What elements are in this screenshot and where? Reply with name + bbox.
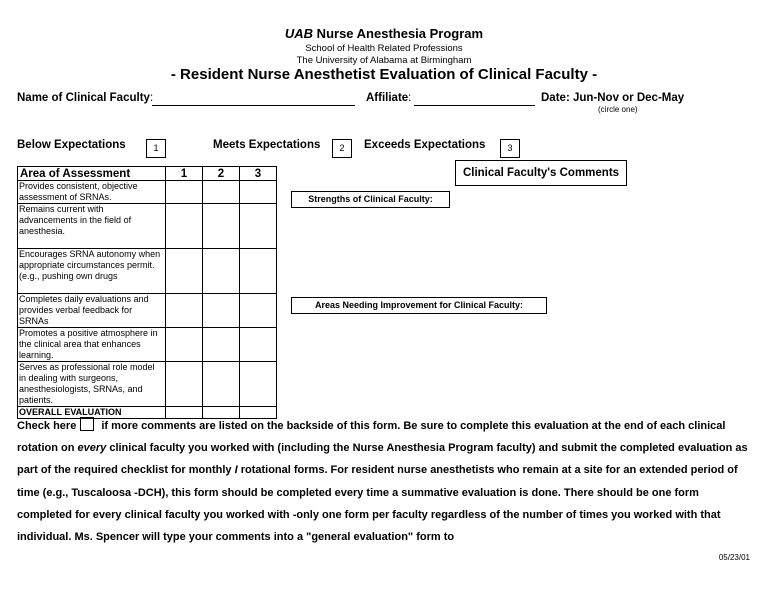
more-comments-checkbox[interactable]	[80, 417, 94, 431]
row-area-text: Promotes a positive atmosphere in the clinical area that enhances learning.	[18, 328, 166, 362]
scale-exceeds-box: 3	[500, 139, 520, 158]
col-1-header: 1	[166, 167, 203, 181]
rating-cell-3[interactable]	[240, 328, 277, 362]
table-header-row	[18, 167, 277, 181]
check-here-label: Check here	[17, 420, 77, 432]
row-area-text: Serves as professional role model in dealing with surgeons, anesthesiologists, SRNAs, and patients.	[18, 362, 166, 407]
rating-cell-1[interactable]	[166, 362, 203, 407]
table-row	[18, 181, 277, 204]
strengths-label: Strengths of Clinical Faculty:	[291, 191, 450, 208]
table-row	[18, 249, 277, 294]
university-name: The University of Alabama at Birmingham	[296, 55, 472, 66]
scale-below-box: 1	[146, 139, 166, 158]
rating-cell-1[interactable]	[166, 328, 203, 362]
rating-cell-1[interactable]	[166, 294, 203, 328]
row-area-text: Remains current with advancements in the field of anesthesia.	[18, 204, 166, 249]
rating-cell-3[interactable]	[240, 362, 277, 407]
scale-meets-box: 2	[332, 139, 352, 158]
circle-one-note: (circle one)	[598, 105, 638, 114]
table-row	[18, 328, 277, 362]
affiliate-field[interactable]	[414, 105, 535, 106]
overall-evaluation-label: OVERALL EVALUATION	[18, 407, 166, 419]
rating-cell-2[interactable]	[203, 249, 240, 294]
scale-below-label: Below Expectations	[17, 139, 126, 151]
program-title	[0, 26, 768, 41]
scale-meets-label: Meets Expectations	[213, 139, 321, 151]
rating-cell-3[interactable]	[240, 204, 277, 249]
table-row	[18, 204, 277, 249]
rating-cell-2[interactable]	[203, 362, 240, 407]
faculty-name-label: Name of Clinical Faculty:	[17, 92, 154, 104]
table-row	[18, 294, 277, 328]
revision-date: 05/23/01	[718, 553, 750, 562]
rating-cell-2[interactable]	[203, 181, 240, 204]
row-area-text: Completes daily evaluations and provides verbal feedback for SRNAs	[18, 294, 166, 328]
rating-cell-1[interactable]	[166, 204, 203, 249]
rating-cell-2[interactable]	[203, 328, 240, 362]
faculty-name-field[interactable]	[152, 105, 355, 106]
school-name: School of Health Related Professions	[305, 43, 463, 54]
rating-cell-2[interactable]	[203, 204, 240, 249]
instructions-paragraph: Check here if more comments are listed on the backside of this form. Be sure to complete this evaluation at the end of each clinical rotation on every clinical faculty you worked with (including the Nurse Anesthesia Program faculty) and submit the completed evaluation as part of the required checklist for monthly I rotational forms. For resident nurse anesthetists who remain at a site for an extended period of time (e.g., Tuscaloosa -DCH), this form should be completed every time a summative evaluation is done. There should be one form completed for every clinical faculty you worked with -only one form per faculty regardless of the number of times you worked with that individual. Ms. Spencer will type your comments into a "general evaluation" form to	[17, 415, 752, 548]
program-prefix: UAB	[284, 26, 314, 41]
comments-title: Clinical Faculty's Comments	[455, 160, 627, 186]
area-header: Area of Assessment	[18, 167, 166, 181]
row-area-text: Provides consistent, objective assessment of SRNAs.	[18, 181, 166, 204]
col-2-header: 2	[203, 167, 240, 181]
date-label[interactable]: Date: Jun-Nov or Dec-May	[541, 92, 685, 104]
rating-cell-1[interactable]	[166, 249, 203, 294]
table-row	[18, 362, 277, 407]
scale-exceeds-label: Exceeds Expectations	[364, 139, 486, 151]
rating-cell-1[interactable]	[166, 181, 203, 204]
assessment-table	[17, 166, 277, 419]
col-3-header: 3	[240, 167, 277, 181]
program-name: Nurse Anesthesia Program	[313, 26, 484, 41]
row-area-text: Encourages SRNA autonomy when appropriate circumstances permit. (e.g., pushing own drugs	[18, 249, 166, 294]
form-title: - Resident Nurse Anesthetist Evaluation of Clinical Faculty -	[170, 66, 598, 83]
rating-cell-3[interactable]	[240, 249, 277, 294]
every-emphasis: every	[77, 442, 107, 455]
improvement-label: Areas Needing Improvement for Clinical Faculty:	[291, 297, 547, 314]
rating-cell-3[interactable]	[240, 294, 277, 328]
rating-cell-2[interactable]	[203, 294, 240, 328]
affiliate-label: Affiliate:	[366, 92, 412, 104]
rating-cell-3[interactable]	[240, 181, 277, 204]
